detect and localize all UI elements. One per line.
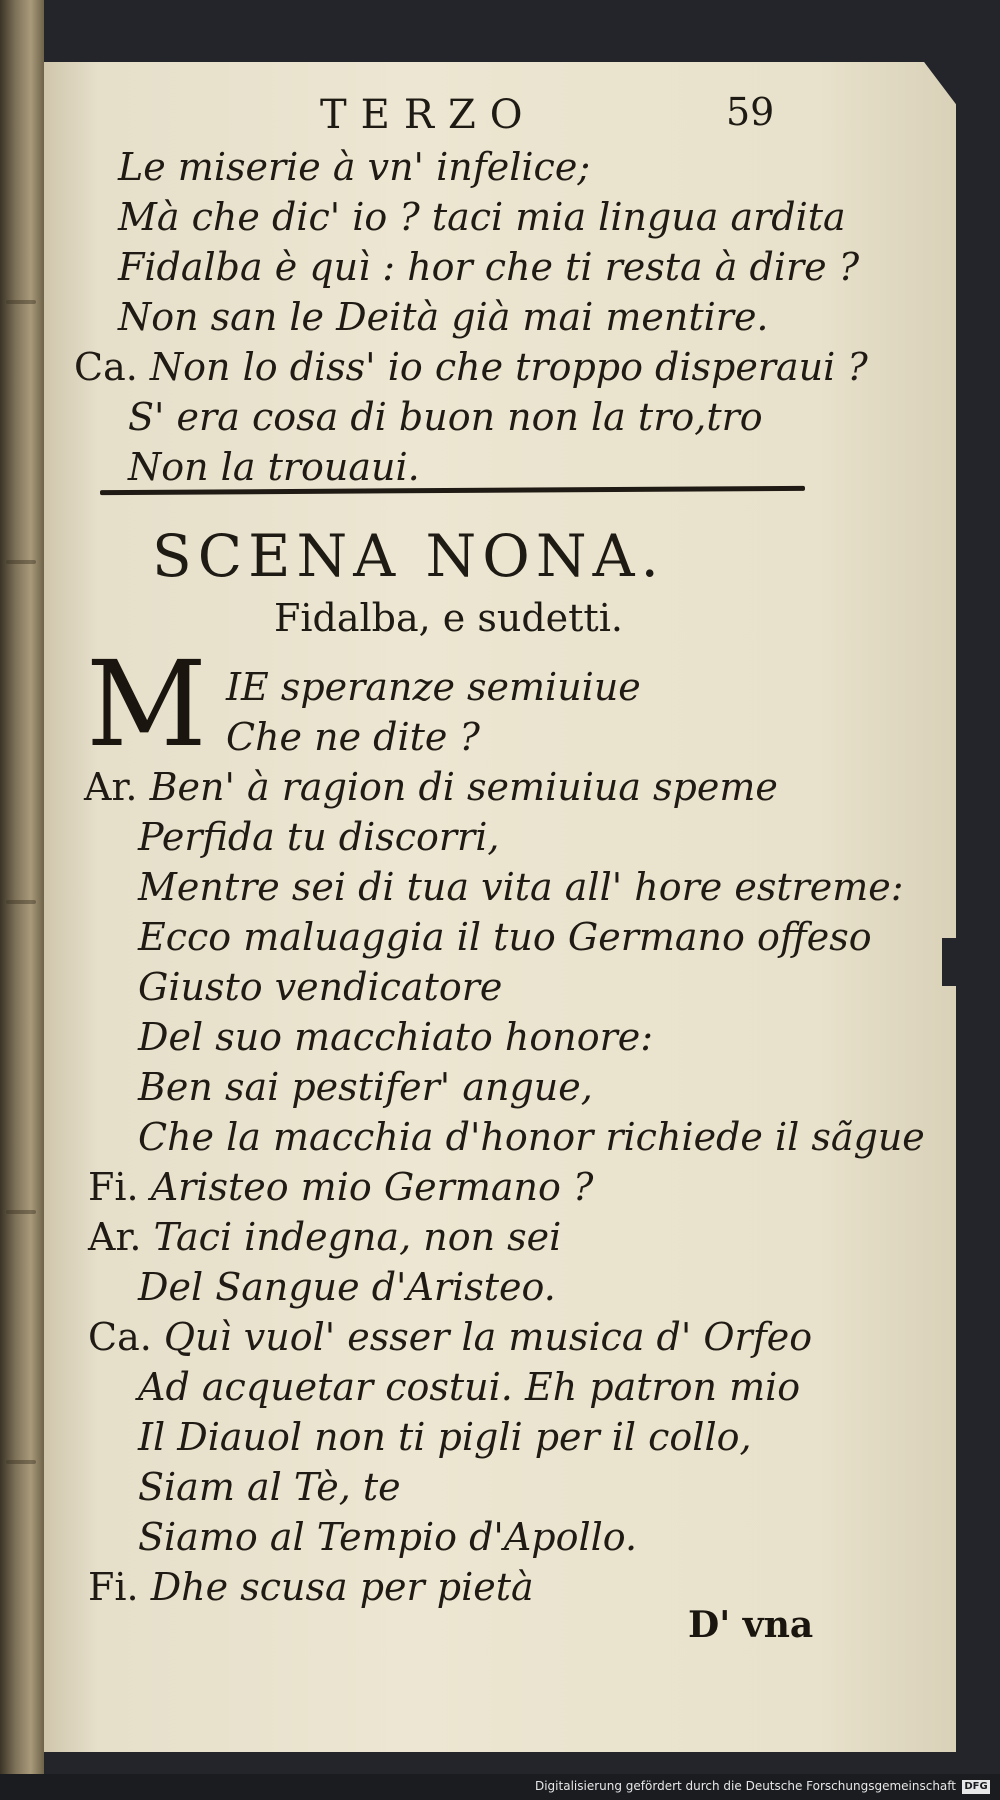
verse-text: Dhe scusa per pietà (150, 1565, 534, 1609)
verse-line: Perfida tu discorri, (138, 815, 500, 859)
verse-line: Siamo al Tempio d'Apollo. (138, 1515, 638, 1559)
verse-line: Del suo macchiato honore: (138, 1015, 654, 1059)
dialogue-line (88, 1214, 561, 1260)
page-edge-notch (942, 938, 958, 986)
verse-line: Non la trouaui. (128, 445, 420, 489)
verse-line: Mà che dic' io ? taci mia lingua ardita (118, 195, 846, 239)
running-head: TERZO (320, 92, 537, 138)
scene-cast: Fidalba, e sudetti. (274, 596, 623, 640)
verse-line: Ben sai pestifer' angue, (138, 1065, 593, 1109)
scene-title: SCENA NONA. (152, 522, 665, 590)
verse-line: Mentre sei di tua vita all' hore estreme: (138, 865, 904, 909)
dialogue-line (88, 1564, 534, 1610)
verse-line: Fidalba è quì : hor che ti resta à dire ? (118, 245, 860, 289)
dialogue-line (74, 344, 868, 390)
verse-line: Ad acquetar costui. Eh patron mio (138, 1365, 801, 1409)
speaker-label: Ar. (88, 1215, 142, 1259)
verse-line: Che la macchia d'honor richiede il sãgue (138, 1115, 925, 1159)
verse-line: Giusto vendicatore (138, 965, 503, 1009)
verse-text: Aristeo mio Germano ? (150, 1165, 594, 1209)
speaker-label: Ca. (74, 345, 138, 389)
dialogue-line (88, 1164, 593, 1210)
verse-line: Non san le Deità già mai mentire. (118, 295, 769, 339)
verse-text: Quì vuol' esser la musica d' Orfeo (163, 1315, 813, 1359)
speaker-label: Ca. (88, 1315, 152, 1359)
footer-bar (0, 1774, 1000, 1800)
verse-line: Del Sangue d'Aristeo. (138, 1265, 556, 1309)
verse-text: Ben' à ragion di semiuiua speme (149, 765, 778, 809)
verse-line: IE speranze semiuiue (226, 665, 641, 709)
verse-line: Siam al Tè, te (138, 1465, 401, 1509)
facing-page-edge (0, 0, 44, 1800)
speaker-label: Fi. (88, 1165, 139, 1209)
verse-line: Che ne dite ? (226, 715, 480, 759)
speaker-label: Ar. (84, 765, 138, 809)
page-number: 59 (726, 90, 775, 134)
verse-line: Il Diauol non ti pigli per il collo, (138, 1415, 752, 1459)
dfg-logo: DFG (962, 1780, 990, 1794)
verse-text: Taci indegna, non sei (153, 1215, 562, 1259)
verse-line: S' era cosa di buon non la tro,tro (128, 395, 763, 439)
funding-credit: Digitalisierung gefördert durch die Deutsche Forschungsgemeinschaft (534, 1779, 956, 1793)
catchword: D' vna (688, 1604, 814, 1646)
verse-text: Non lo diss' io che troppo disperaui ? (149, 345, 868, 389)
dialogue-line (88, 1314, 812, 1360)
dialogue-line (84, 764, 778, 810)
verse-line: Ecco maluaggia il tuo Germano offeso (138, 915, 872, 959)
drop-cap: M (86, 635, 207, 773)
verse-line: Le miserie à vn' infelice; (118, 145, 591, 189)
speaker-label: Fi. (88, 1565, 139, 1609)
